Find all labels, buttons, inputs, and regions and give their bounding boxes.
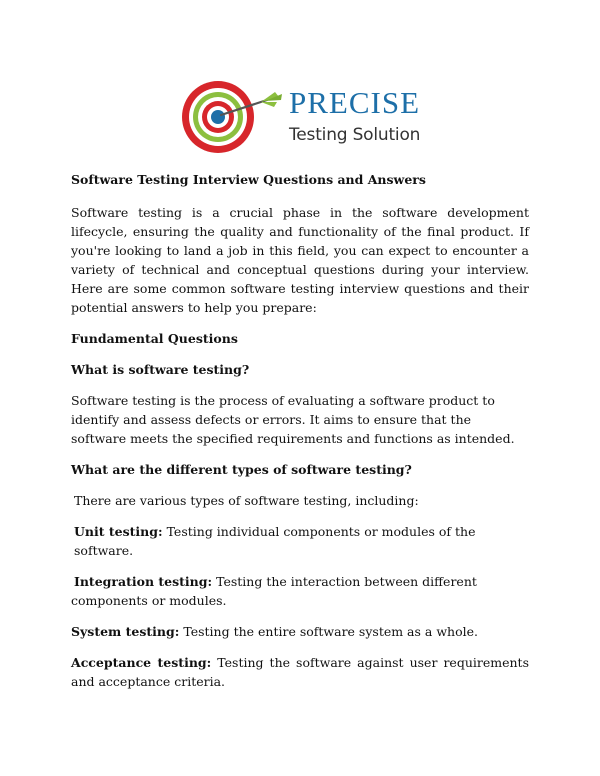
brand-tagline: Testing Solution [289,125,421,145]
list-item-desc: Testing individual components or modules of the software. [74,524,476,558]
list-item-term: Unit testing: [74,524,163,539]
list-item [71,653,529,691]
list-item-desc: Testing the software against user requirements and acceptance criteria. [71,655,529,689]
document-title: Software Testing Interview Questions and Answers [71,172,426,187]
intro-paragraph: Software testing is a crucial phase in the software development lifecycle, ensuring the quality and functionality of the final product. If you're looking to land a job in this field, you can expect to encounter a variety of technical and conceptual questions during your interview. Here are some common software testing interview questions and their potential answers to help you prepare: [71,205,529,315]
list-item [71,522,529,560]
logo-text [289,86,420,146]
list-item [71,622,529,641]
section-heading: Fundamental Questions [71,331,238,346]
company-logo [181,80,421,156]
list-item-term: Acceptance testing: [71,655,212,670]
list-item-desc: Testing the interaction between different components or modules. [71,574,477,608]
list-item [71,572,529,610]
article-body [71,170,529,691]
answer-lead-2: There are various types of software testing, including: [74,493,419,508]
question-heading-1: What is software testing? [71,362,250,377]
answer-paragraph-1: Software testing is the process of evaluating a software product to identify and assess defects or errors. It aims to ensure that the software meets the specified requirements and functions as intended. [71,393,515,446]
list-item-term: Integration testing: [74,574,213,589]
question-heading-2: What are the different types of software testing? [71,462,412,477]
list-item-desc: Testing the entire software system as a whole. [179,624,478,639]
dart-arrow-icon [181,80,291,156]
list-item-term: System testing: [71,624,180,639]
brand-name: PRECISE [289,85,421,120]
